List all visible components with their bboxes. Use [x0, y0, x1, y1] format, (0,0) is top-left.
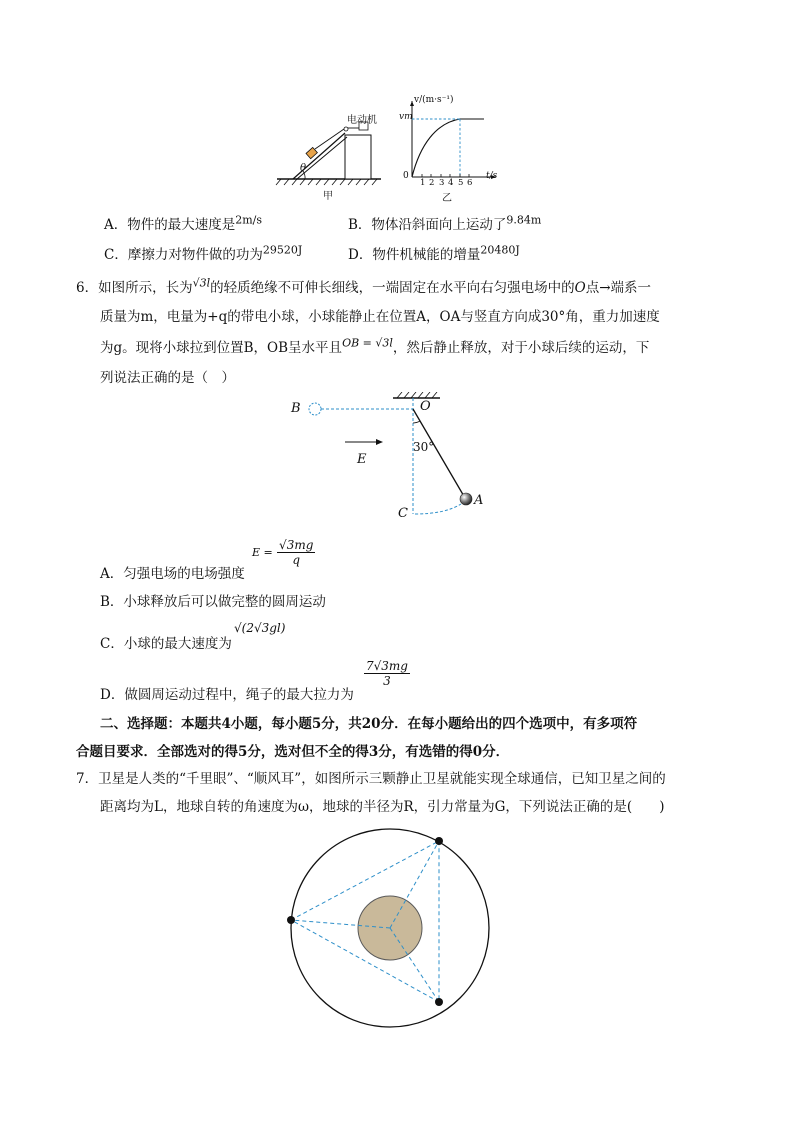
motor-label: 电动机	[347, 115, 377, 126]
q6-line-4: 列说法正确的是（ ）	[100, 370, 235, 386]
label-c: C	[398, 506, 408, 521]
option-text: B．物体沿斜面向上运动了	[348, 217, 507, 233]
fraction-numerator: 7√3mg	[366, 659, 408, 673]
y-axis-label: v/(m·s⁻¹)	[414, 95, 454, 105]
text: 为g。现将小球拉到位置B，OB呈水平且	[100, 340, 343, 356]
theta-label: θ	[300, 163, 307, 174]
q6-figure	[285, 392, 500, 527]
q6-option-b: B．小球释放后可以做完整的圆周运动	[100, 594, 326, 610]
label-e: E	[357, 452, 367, 467]
q5-option-a	[104, 213, 262, 233]
option-text: A．物件的最大速度是	[104, 217, 236, 233]
q7-line-2: 距离均为L，地球自转的角速度为ω，地球的半径为R，引力常量为G，下列说法正确的是( )	[100, 799, 665, 815]
q6-option-c	[100, 632, 232, 652]
label-b: B	[291, 401, 301, 416]
fraction-denominator: q	[292, 553, 301, 567]
q6-option-c-formula: √(2√3gl)	[234, 621, 286, 635]
q5-figure-yi	[398, 95, 508, 205]
math-ob: OB = √3l	[342, 336, 393, 350]
math-sqrt3l: √3l	[192, 276, 211, 290]
q7-line-1: 7．卫星是人类的“千里眼”、“顺风耳”，如图所示三颗静止卫星就能实现全球通信，已知卫星之间的	[76, 771, 666, 787]
fraction	[277, 538, 315, 567]
q6-line-2: 质量为m，电量为+q的带电小球，小球能静止在位置A，OA与竖直方向成30°角，重力加速度	[100, 309, 660, 325]
fraction-denominator: 3	[383, 674, 391, 688]
fraction-numerator: √3mg	[279, 538, 314, 552]
vm-label: vm	[399, 112, 413, 122]
q5-option-d	[348, 243, 520, 263]
q6-option-d-formula	[364, 659, 410, 688]
label-o: O	[420, 399, 431, 414]
figure-caption-yi: 乙	[442, 193, 452, 204]
velocity-time-graph	[398, 95, 508, 205]
q6-option-a	[100, 562, 245, 582]
option-value: 2m/s	[235, 213, 263, 227]
q6-line-3	[100, 336, 649, 356]
label-a: A	[474, 493, 484, 508]
tick-5: 5	[458, 178, 464, 188]
text: 点→端系一	[585, 280, 652, 296]
tick-6: 6	[467, 178, 473, 188]
option-text: C．小球的最大速度为	[100, 636, 232, 652]
q5-option-c	[104, 243, 302, 263]
satellite-orbit-diagram	[284, 822, 496, 1034]
text: 的轻质绝缘不可伸长细线，一端固定在水平向右匀强电场中的	[210, 280, 575, 296]
tick-1: 1	[420, 178, 426, 188]
label-angle: 30°	[413, 440, 435, 454]
tick-3: 3	[439, 178, 445, 188]
origin-label: 0	[403, 171, 409, 181]
text: 6．如图所示，长为	[76, 280, 193, 296]
point-o: O	[574, 280, 586, 296]
option-value: 20480J	[480, 243, 520, 257]
option-text: D．做圆周运动过程中，绳子的最大拉力为	[100, 687, 354, 703]
fraction	[364, 659, 410, 688]
option-text: A．匀强电场的电场强度	[100, 566, 245, 582]
q5-figure-jia	[275, 105, 385, 200]
q6-option-a-formula	[252, 538, 315, 567]
tick-4: 4	[448, 178, 454, 188]
section-2-line-1: 二、选择题：本题共4小题，每小题5分，共20分．在每小题给出的四个选项中，有多项符	[100, 716, 638, 732]
q7-figure	[284, 822, 496, 1034]
t-axis-label: t/s	[486, 171, 498, 181]
q6-option-d	[100, 683, 354, 703]
option-text: D．物件机械能的增量	[348, 247, 481, 263]
option-value: 29520J	[262, 243, 303, 257]
option-text: C．摩擦力对物件做的功为	[104, 247, 263, 263]
tick-2: 2	[429, 178, 435, 188]
text: ，然后静止释放，对于小球后续的运动，下	[392, 340, 650, 356]
q5-option-b	[348, 213, 541, 233]
section-2-line-2: 合题目要求．全部选对的得5分，选对但不全的得3分，有选错的得0分．	[76, 744, 510, 760]
option-value: 9.84m	[506, 213, 542, 227]
q6-line-1	[76, 276, 651, 296]
figure-caption-jia: 甲	[323, 191, 333, 202]
pendulum-field-diagram	[285, 392, 500, 527]
formula-lhs: E =	[252, 546, 273, 559]
